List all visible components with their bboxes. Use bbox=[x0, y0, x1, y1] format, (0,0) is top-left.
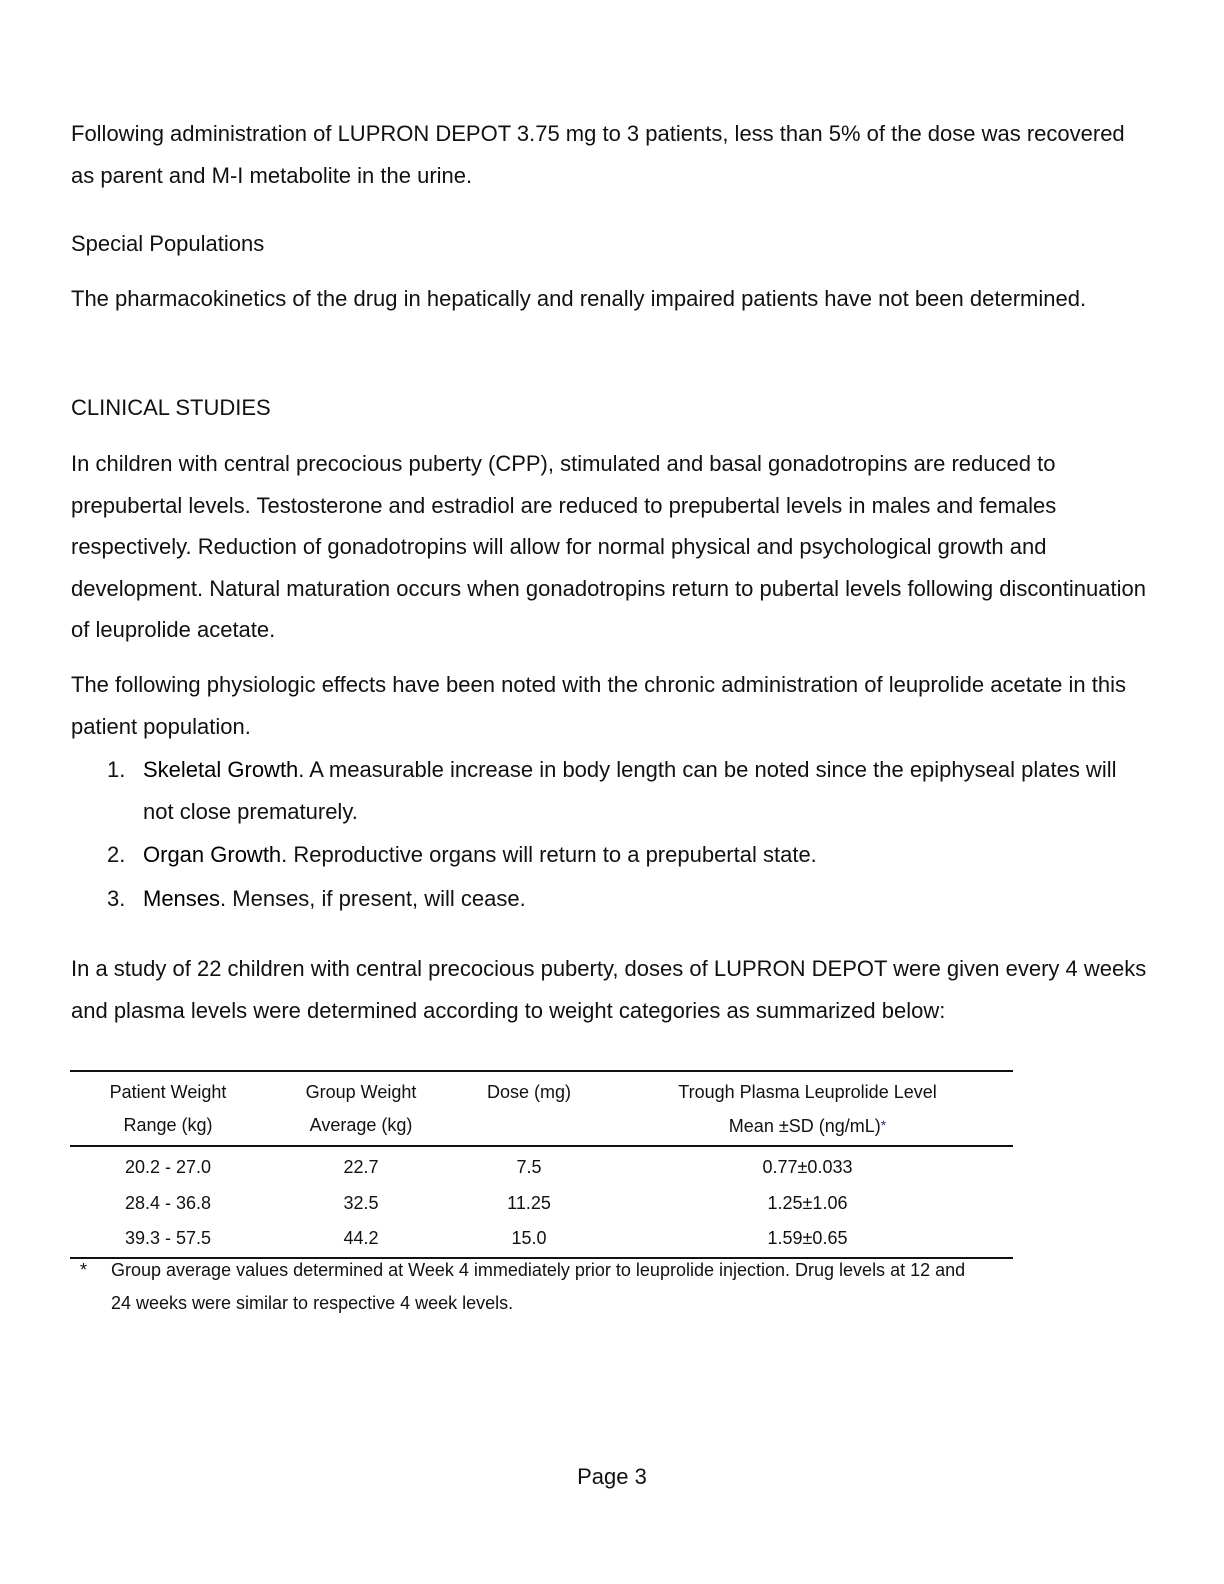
table-row bbox=[70, 1186, 1013, 1222]
table-header bbox=[70, 1071, 1013, 1146]
paragraph-urine-recovery: Following administration of LUPRON DEPOT 3.75 mg to 3 patients, less than 5% of the dose was recovered as parent and M-I metabolite in the urine. bbox=[71, 121, 1125, 188]
cell-trough-level: 1.25±1.06 bbox=[767, 1192, 848, 1213]
header-trough-level-units: Mean ±SD (ng/mL) bbox=[728, 1116, 881, 1136]
list-item bbox=[71, 749, 1151, 832]
header-trough-level-line1: Trough Plasma Leuprolide Level bbox=[678, 1082, 937, 1102]
header-group-weight-line1: Group Weight bbox=[305, 1082, 417, 1102]
paragraph-physiologic-effects: The following physiologic effects have been noted with the chronic administration of leuprolide acetate in this patient population. bbox=[71, 672, 1127, 739]
header-trough-level-line2 bbox=[602, 1109, 1013, 1146]
cell-group-weight: 32.5 bbox=[343, 1192, 379, 1213]
header-weight-range-line2: Range (kg) bbox=[123, 1115, 213, 1135]
list-item-text: . Reproductive organs will return to a prepubertal state. bbox=[281, 842, 817, 867]
cell-trough-level: 0.77±0.033 bbox=[762, 1157, 853, 1177]
list-item-term: Menses bbox=[143, 885, 221, 911]
list-item-text: . Menses, if present, will cease. bbox=[220, 885, 526, 911]
list-item-number: 1. bbox=[107, 757, 126, 782]
page-number: Page 3 bbox=[577, 1464, 647, 1489]
header-weight-range-line1: Patient Weight bbox=[109, 1082, 227, 1102]
footnote-mark: * bbox=[80, 1260, 88, 1280]
header-group-weight-line2: Average (kg) bbox=[309, 1115, 413, 1135]
cell-dose: 7.5 bbox=[516, 1157, 542, 1177]
cell-group-weight: 22.7 bbox=[343, 1157, 379, 1177]
list-item bbox=[71, 878, 1151, 920]
cell-group-weight: 44.2 bbox=[343, 1228, 379, 1248]
plasma-levels-table bbox=[70, 1070, 1013, 1259]
cell-trough-level: 1.59±0.65 bbox=[767, 1228, 848, 1248]
cell-weight-range: 20.2 - 27.0 bbox=[124, 1157, 212, 1177]
header-dose-line1: Dose (mg) bbox=[486, 1082, 571, 1102]
paragraph-cpp-effects: In children with central precocious puberty (CPP), stimulated and basal gonadotropins are reduced to prepubertal levels. Testosterone and estradiol are reduced to prepubertal levels in males and females respectively. Reduction of gonadotropins will allow for normal physical and psychological growth and development. Natural maturation occurs when gonadotropins return to pubertal levels following discontinuation of leuprolide acetate. bbox=[71, 451, 1146, 642]
table-row bbox=[70, 1221, 1013, 1258]
list-item-term: Organ Growth bbox=[143, 842, 282, 867]
heading-special-populations: Special Populations bbox=[71, 231, 265, 256]
footnote-marker: * bbox=[880, 1117, 887, 1133]
header-dose-line2 bbox=[456, 1109, 602, 1146]
table-footnote bbox=[80, 1254, 980, 1320]
list-item-number: 3. bbox=[107, 885, 126, 911]
list-item bbox=[71, 834, 1151, 876]
cell-dose: 11.25 bbox=[507, 1192, 551, 1213]
list-item-text: . A measurable increase in body length can be noted since the epiphyseal plates will not close prematurely. bbox=[143, 757, 1117, 824]
table-row bbox=[70, 1146, 1013, 1186]
list-item-term: Skeletal Growth bbox=[143, 757, 299, 782]
cell-dose: 15.0 bbox=[511, 1228, 547, 1248]
footnote-text: Group average values determined at Week 4 immediately prior to leuprolide injection. Drug levels at 12 and 24 weeks were similar to respective 4 week levels. bbox=[111, 1260, 966, 1313]
paragraph-pharmacokinetics: The pharmacokinetics of the drug in hepatically and renally impaired patients have not been determined. bbox=[71, 286, 1087, 311]
cell-weight-range: 28.4 - 36.8 bbox=[124, 1192, 212, 1213]
cell-weight-range: 39.3 - 57.5 bbox=[124, 1228, 212, 1248]
effects-list bbox=[71, 749, 1151, 921]
list-item-number: 2. bbox=[107, 842, 126, 867]
heading-clinical-studies: CLINICAL STUDIES bbox=[71, 395, 271, 420]
paragraph-study-summary: In a study of 22 children with central precocious puberty, doses of LUPRON DEPOT were given every 4 weeks and plasma levels were determined according to weight categories as summarized below: bbox=[71, 956, 1147, 1023]
